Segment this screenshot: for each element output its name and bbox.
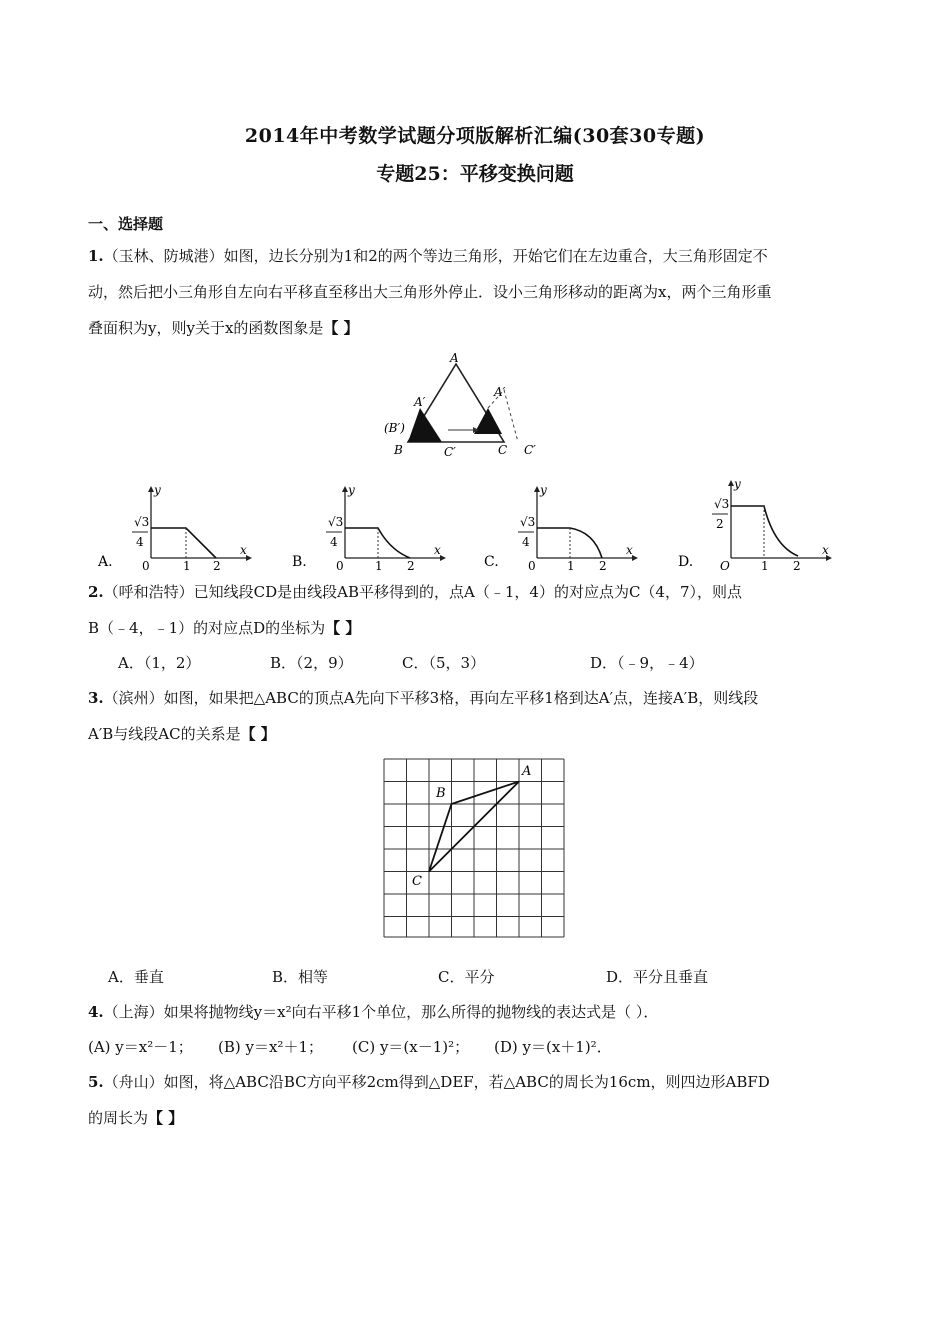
tick-2: 2 [599,559,607,570]
label-B-prime: (B′) [384,421,405,435]
label-B: B [436,786,446,801]
y-axis-label: y [540,483,547,497]
tick-2: 2 [407,559,415,570]
tick-numerator: √3 [520,515,536,529]
y-axis-label: y [348,483,355,497]
answer-bracket: 【 】 [323,319,359,337]
question-number: 2. [88,583,104,601]
question-text: （滨州）如图，如果把△ABC的顶点A先向下平移3格，再向左平移1格到达A′点，连接A′B，则线段 [103,689,759,707]
q3-option-c: C．平分 [438,968,495,986]
label-C: C [412,874,422,889]
question-number: 3. [88,689,104,707]
tick-denominator: 4 [136,535,144,549]
tick-numerator: √3 [134,515,150,529]
question-number: 5. [88,1073,104,1091]
x-axis-label: x [626,543,633,557]
answer-bracket: 【 】 [240,725,276,743]
grid-triangle-figure [382,757,566,939]
label-A-prime-2: A′ [494,385,506,399]
tick-numerator: √3 [714,497,730,511]
question-5 [88,1064,868,1136]
graph-line [151,528,216,558]
question-3 [88,680,868,752]
tick-1: 1 [567,559,575,570]
document-subtitle: 专题25：平移变换问题 [376,163,574,185]
document-title: 2014年中考数学试题分项版解析汇编(30套30专题) [244,125,706,147]
section-heading: 一、选择题 [88,215,164,233]
tick-denominator: 4 [330,535,338,549]
question-1 [88,238,868,346]
y-axis-label: y [734,480,741,491]
label-C-prime-2: C′ [524,443,536,457]
q2-option-c: C．（5，3） [402,654,486,672]
tick-1: 1 [183,559,191,570]
option-b-graph [290,480,450,570]
tick-denominator: 4 [522,535,530,549]
question-text: 动，然后把小三角形自左向右平移直至移出大三角形外停止．设小三角形移动的距离为x，两个三角形重 [88,283,772,301]
question-2 [88,574,868,646]
y-axis-label: y [154,483,161,497]
translation-triangles-figure [378,350,558,462]
origin-label: O [720,559,730,570]
option-a-graph [96,480,256,570]
origin-label: 0 [142,559,150,570]
answer-bracket: 【 】 [148,1109,184,1127]
q3-option-a: A．垂直 [108,968,164,986]
q4-option-c: (C) y＝(x－1)²； [352,1038,470,1056]
tick-1: 1 [761,559,769,570]
origin-label: 0 [336,559,344,570]
question-text: A′B与线段AC的关系是 [88,725,241,743]
question-text: B（﹣4，﹣1）的对应点D的坐标为 [88,619,326,637]
tick-numerator: √3 [328,515,344,529]
tick-1: 1 [375,559,383,570]
grid-lines [384,759,564,937]
origin-label: 0 [528,559,536,570]
option-letter: B. [292,554,307,570]
question-text: （玉林、防城港）如图，边长分别为1和2的两个等边三角形，开始它们在左边重合，大三角形固定不 [103,247,768,265]
label-A: A [450,351,459,365]
q4-option-b: (B) y＝x²＋1； [218,1038,323,1056]
question-text: 叠面积为y，则y关于x的函数图象是 [88,319,324,337]
question-text: （上海）如果将抛物线y＝x²向右平移1个单位，那么所得的抛物线的表达式是（ ）． [103,1003,659,1021]
tick-2: 2 [793,559,801,570]
question-text: （呼和浩特）已知线段CD是由线段AB平移得到的，点A（﹣1，4）的对应点为C（4，7），则点 [103,583,743,601]
x-axis-label: x [240,543,247,557]
question-number: 4. [88,1003,104,1021]
q4-option-d: (D) y＝(x＋1)²． [494,1038,612,1056]
question-number: 1. [88,247,104,265]
option-c-graph [482,480,642,570]
option-d-graph [676,480,846,570]
q3-option-b: B．相等 [272,968,329,986]
q2-option-d: D．（﹣9，﹣4） [590,654,704,672]
q2-option-a: A．（1，2） [118,654,201,672]
label-C-prime: C′ [444,445,456,459]
question-4 [88,994,868,1030]
q2-option-b: B．（2，9） [270,654,353,672]
option-letter: A. [98,554,113,570]
label-C: C [498,443,508,457]
x-axis-label: x [822,543,829,557]
label-A: A [522,764,532,779]
x-axis-label: x [434,543,441,557]
q3-option-d: D．平分且垂直 [606,968,709,986]
q4-option-a: (A) y＝x²－1； [88,1038,193,1056]
tick-2: 2 [213,559,221,570]
option-letter: D. [678,554,694,570]
question-text: 的周长为 [88,1109,149,1127]
tick-denominator: 2 [716,517,724,531]
label-B: B [394,443,403,457]
label-A-prime: A′ [414,395,426,409]
answer-bracket: 【 】 [325,619,361,637]
option-letter: C. [484,554,499,570]
question-text: （舟山）如图，将△ABC沿BC方向平移2cm得到△DEF，若△ABC的周长为16cm，则四边形ABFD [103,1073,770,1091]
